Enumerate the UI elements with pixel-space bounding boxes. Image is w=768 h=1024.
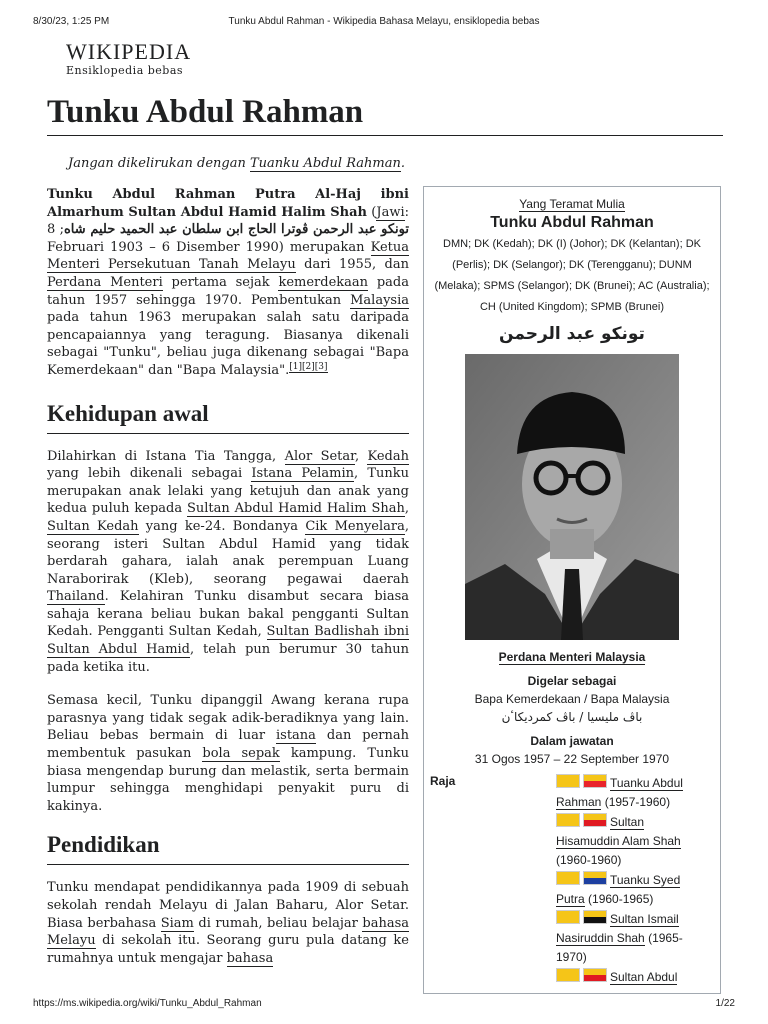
text: ,: [404, 501, 409, 517]
text: , telah pun berumur 30 tahun pada ketika itu.: [47, 642, 409, 675]
link-siam[interactable]: Siam: [160, 915, 194, 931]
text: yang lebih dikenali sebagai: [47, 466, 252, 482]
monarch-item: [556, 910, 706, 967]
monarch-link[interactable]: Sultan Ismail Nasiruddin Shah: [556, 912, 679, 945]
infobox-name: Tunku Abdul Rahman: [490, 214, 654, 231]
paragraph: [47, 692, 409, 815]
intro-text: :: [404, 204, 409, 220]
text: , seorang isteri Sultan Abdul Hamid yang tidak berdarah gahara, ialah anak perempuan Luang Naraborirak (Kleb), seorang pegawai daerah: [47, 518, 410, 587]
paragraph: [47, 879, 409, 967]
link-alor-setar[interactable]: Alor Setar: [284, 448, 355, 464]
monarch-years: (1965-1970): [556, 931, 683, 964]
link-sultan-abdul-hamid[interactable]: Sultan Abdul Hamid Halim Shah: [186, 501, 405, 517]
honorific-link[interactable]: Yang Teramat Mulia: [519, 197, 625, 211]
print-footer: [33, 998, 735, 1012]
intro-text: dari 1955, dan: [295, 257, 409, 273]
jawi-link[interactable]: Jawi: [376, 204, 405, 220]
malaysia-royal-flag-icon: [556, 813, 580, 827]
infobox-monarchs-row: [424, 774, 720, 988]
monarchs-list: [556, 774, 706, 988]
portrait-image: [465, 354, 679, 640]
page-title: Tunku Abdul Rahman: [47, 94, 364, 130]
text: dan pernah membentuk pasukan: [47, 728, 410, 762]
intro-text: (: [366, 204, 377, 220]
monarch-item: [556, 813, 706, 870]
state-flag-icon: [583, 968, 607, 982]
state-flag-icon: [583, 910, 607, 924]
infobox-arabic-name: تونكو عبد الرحمن: [499, 324, 645, 344]
infobox-postnominals: DMN; DK (Kedah); DK (I) (Johor); DK (Kelantan); DK (Perlis); DK (Selangor); DK (Terengganu); DUNM (Melaka); SPMS (Selangor); DK (Brunei); AC (Australia); CH (United Kingdom); SPMB (Brunei): [434, 238, 710, 313]
monarch-years: (1960-1965): [584, 892, 654, 906]
intro-text: pada tahun 1957 sehingga 1970. Pembentukan: [47, 274, 409, 308]
print-url: https://ms.wikipedia.org/wiki/Tunku_Abdul_Rahman: [33, 998, 262, 1009]
infobox: [423, 186, 721, 994]
text: kampung. Tunku biasa mengendap burung dan melastik, serta bermain lumpur sehingga menghidapi penyakit puru di kakinya.: [47, 746, 409, 814]
intro-text: ; 8 Februari 1903 – 6 Disember 1990) merupakan: [47, 222, 371, 255]
wikipedia-wordmark[interactable]: [66, 40, 191, 78]
monarch-item: [556, 774, 706, 812]
print-date: 8/30/23, 1:25 PM: [33, 16, 110, 27]
text: , Tunku merupakan anak lelaki yang ketujuh dan anak yang kedua puluh kepada: [47, 466, 409, 517]
monarch-link[interactable]: Tuanku Abdul Rahman: [556, 776, 683, 809]
text: ,: [354, 448, 368, 464]
hatnote: [68, 154, 405, 174]
malaysia-royal-flag-icon: [556, 871, 580, 885]
infobox-tenure-label: Dalam jawatan: [530, 734, 614, 748]
monarch-years: (1960-1960): [556, 853, 622, 867]
link-kemerdekaan[interactable]: kemerdekaan: [278, 274, 369, 290]
infobox-title-label: Digelar sebagai: [527, 674, 617, 688]
hatnote-end: .: [400, 156, 406, 171]
link-bahasa[interactable]: bahasa: [226, 950, 274, 966]
link-ketua-menteri[interactable]: Ketua Menteri Persekutuan Tanah Melayu: [47, 239, 409, 273]
link-sultan-kedah[interactable]: Sultan Kedah: [47, 518, 139, 534]
link-kedah[interactable]: Kedah: [367, 448, 409, 464]
jawi-name: تونكو عبد الرحمن ڤوترا الحاج ابن سلطان عبد الحميد حليم شاه: [63, 222, 410, 238]
malaysia-royal-flag-icon: [556, 968, 580, 982]
section-heading-kehidupan-awal: Kehidupan awal: [47, 400, 409, 434]
malaysia-royal-flag-icon: [556, 910, 580, 924]
section-heading-pendidikan: Pendidikan: [47, 831, 409, 865]
hatnote-text: Jangan dikelirukan dengan: [68, 156, 250, 171]
monarch-link[interactable]: Sultan Hisamuddin Alam Shah: [556, 815, 681, 848]
link-perdana-menteri[interactable]: Perdana Menteri: [47, 274, 163, 290]
monarch-link[interactable]: Tuanku Syed Putra: [556, 873, 681, 906]
link-thailand[interactable]: Thailand: [47, 589, 105, 605]
paragraph: [47, 448, 409, 677]
link-cik-menyelara[interactable]: Cik Menyelara: [305, 518, 405, 534]
intro-paragraph: [47, 186, 409, 380]
text: Dilahirkan di Istana Tia Tangga,: [47, 448, 285, 464]
intro-text: pertama sejak: [162, 274, 279, 290]
title-divider: [47, 135, 723, 136]
monarch-item: [556, 968, 706, 987]
wordmark-subtitle: Ensiklopedia bebas: [66, 64, 184, 77]
intro-text: pada tahun 1963 merupakan salah satu daripada pencapaiannya yang teragung. Biasanya dikenali sebagai "Tunku", beliau juga dikenang sebagai "Bapa Kemerdekaan" dan "Bapa Malaysia".: [47, 310, 409, 378]
state-flag-icon: [583, 813, 607, 827]
text: yang ke-24. Bondanya: [138, 518, 306, 534]
state-flag-icon: [583, 774, 607, 788]
infobox-honorific[interactable]: [424, 196, 720, 212]
text: Semasa kecil, Tunku dipanggil Awang kerana rupa parasnya yang tidak segak adik-beradiknya yang lain. Beliau bebas bermain di luar: [47, 693, 409, 744]
link-bahasa-melayu[interactable]: bahasa Melayu: [47, 915, 409, 949]
monarch-years: (1957-1960): [601, 795, 671, 809]
monarch-link[interactable]: Sultan Abdul: [610, 970, 678, 984]
subject-full-name: Tunku Abdul Rahman Putra Al-Haj ibni Almarhum Sultan Abdul Hamid Halim Shah: [47, 187, 409, 220]
print-header: [33, 16, 735, 30]
monarchs-label: Raja: [430, 774, 456, 788]
infobox-office[interactable]: [424, 648, 720, 666]
text: . Kelahiran Tunku disambut secara biasa sahaja kerana beliau bukan bakal pengganti Sultan Kedah. Pengganti Sultan Kedah,: [47, 589, 409, 640]
malaysia-royal-flag-icon: [556, 774, 580, 788]
office-link[interactable]: Perdana Menteri Malaysia: [498, 650, 646, 664]
link-istana[interactable]: istana: [276, 728, 316, 744]
text: Tunku mendapat pendidikannya pada 1909 di sebuah sekolah rendah Melayu di Jalan Baharu, Alor Setar. Biasa berbahasa: [47, 880, 409, 931]
link-malaysia[interactable]: Malaysia: [350, 292, 409, 308]
link-sultan-badlishah[interactable]: Sultan Badlishah ibni Sultan Abdul Hamid: [47, 624, 409, 658]
print-document-title: Tunku Abdul Rahman - Wikipedia Bahasa Melayu, ensiklopedia bebas: [228, 16, 540, 27]
hatnote-link[interactable]: Tuanku Abdul Rahman: [249, 156, 401, 171]
link-istana-pelamin[interactable]: Istana Pelamin: [251, 466, 355, 482]
text: di sekolah itu. Seorang guru pula datang ke rumahnya untuk mengajar: [47, 933, 409, 966]
article-body: [47, 186, 409, 983]
wordmark-title: WIKIPEDIA: [66, 39, 192, 64]
reference-links[interactable]: [1][2][3]: [289, 361, 328, 372]
link-bola-sepak[interactable]: bola sepak: [202, 746, 280, 762]
monarch-item: [556, 871, 706, 909]
state-flag-icon: [583, 871, 607, 885]
infobox-tenure-value: 31 Ogos 1957 – 22 September 1970: [474, 752, 670, 766]
text: di rumah, beliau belajar: [193, 915, 363, 931]
infobox-title-value: Bapa Kemerdekaan / Bapa Malaysia: [474, 692, 670, 706]
print-page-number: 1/22: [715, 998, 735, 1009]
portrait-photo[interactable]: [465, 354, 679, 640]
infobox-title-jawi: باڤ مليسيا / باڤ كمرديكاٴن: [501, 710, 643, 724]
